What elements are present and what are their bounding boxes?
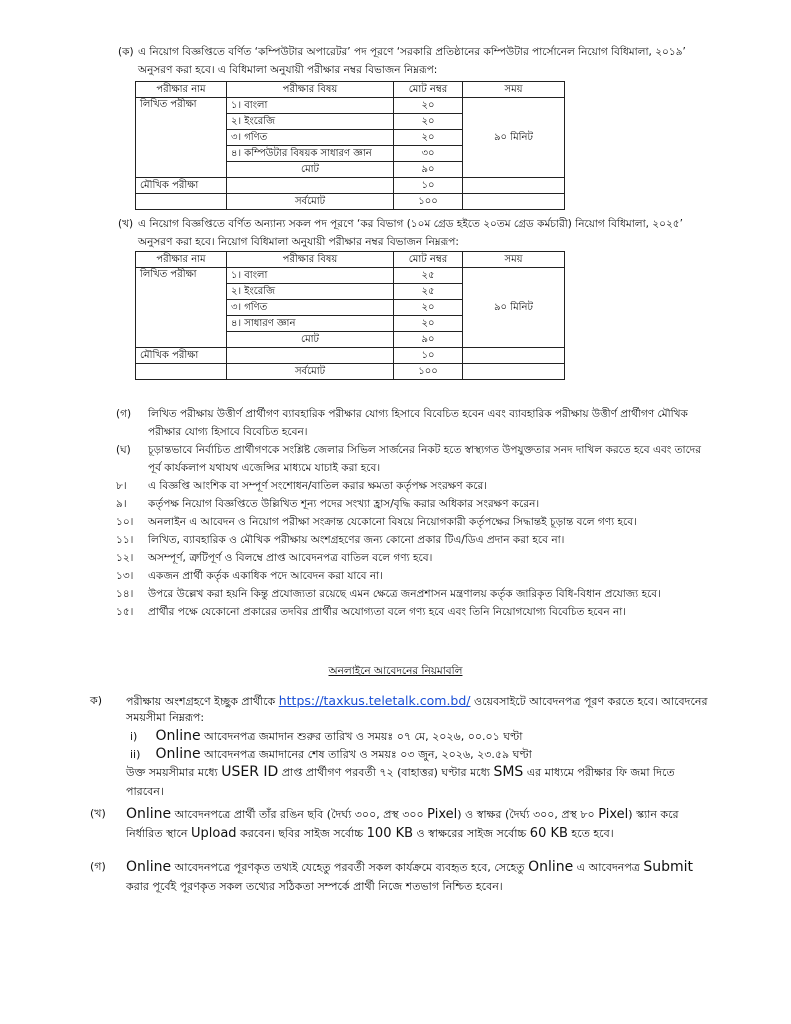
online-i-word: Online (155, 728, 201, 744)
table2-subject: ২। ইংরেজি (227, 284, 394, 300)
online-ii-label: ii) (130, 748, 141, 761)
table1-marks: ২০ (394, 98, 463, 114)
table2-marks: ২০ (394, 316, 463, 332)
table2-grand-total: ১০০ (394, 364, 463, 380)
marks-table-1 (135, 81, 565, 210)
online-ga-a: আবেদনপত্রে পূরণকৃত তথ্যই যেহেতু পরবর্তী সকল কার্যক্রমে ব্যবহৃত হবে, সেহেতু (174, 861, 525, 874)
rule-item (116, 495, 706, 513)
table1-total-label: মোট (227, 162, 394, 178)
online-date-start (130, 728, 522, 745)
rule-item (116, 405, 706, 441)
online-kha-line2b: করবেন। ছবির সাইজ সর্বোচ্চ (240, 827, 364, 840)
table2-subject: ৪। সাধারণ জ্ঞান (227, 316, 394, 332)
online-ga-line2: করার পূর্বেই পূরণকৃত সকল তথ্যের সঠিকতা সম্পর্কে প্রার্থী নিজে শতভাগ নিশ্চিত হবেন। (126, 880, 503, 893)
online-rules-heading: অনলাইনে আবেদনের নিয়মাবলি (328, 665, 463, 677)
table1-subject: ৩। গণিত (227, 130, 394, 146)
table1-header-subject: পরীক্ষার বিষয় (227, 82, 394, 98)
rules-list (116, 405, 706, 621)
online-ii-word: Online (155, 746, 201, 762)
table2-marks: ২০ (394, 300, 463, 316)
table2-header-subject: পরীক্ষার বিষয় (227, 252, 394, 268)
rule-number: ১২। (116, 552, 134, 564)
online-kha-b: ) ও স্বাক্ষর (দৈর্ঘ্য ৩০০, প্রস্থ ৮০ (457, 808, 595, 821)
table1-written-exam: লিখিত পরীক্ষা (136, 98, 227, 178)
table2-written-exam: লিখিত পরীক্ষা (136, 268, 227, 348)
online-note-userid: USER ID (221, 764, 279, 780)
table2-subject: ১। বাংলা (227, 268, 394, 284)
online-kha-pixel1: Pixel (427, 807, 458, 822)
online-note-line2: পারবেন। (126, 785, 164, 798)
online-kha-60kb: 60 KB (529, 826, 568, 841)
rule-text: অনলাইন এ আবেদন ও নিয়োগ পরীক্ষা সংক্রান্ত যেকোনো বিষয়ে নিয়োগকারী কর্তৃপক্ষের সিদ্ধান্তই চূড়ান্ত বলে গণ্য হবে। (148, 516, 637, 528)
online-kha-label: (খ) (90, 807, 106, 820)
online-i-label: i) (130, 730, 138, 743)
rule-text: অসম্পূর্ণ, ত্রুটিপূর্ণ ও বিলম্বে প্রাপ্ত আবেদনপত্র বাতিল বলে গণ্য হবে। (148, 552, 433, 564)
online-i-text: আবেদনপত্র জমাদান শুরুর তারিখ ও সময়ঃ ০৭ মে, ২০২৬, ০০.০১ ঘণ্টা (204, 730, 523, 743)
rule-number: ১৩। (116, 570, 134, 582)
section-ka-label: (ক) (118, 46, 134, 58)
rule-item (116, 441, 706, 477)
rule-text: চূড়ান্তভাবে নির্বাচিত প্রার্থীগণকে সংশ্লিষ্ট জেলার সিভিল সার্জনের নিকট হতে স্বাস্থ্যগত উপযুক্ততার সনদ দাখিল করতে হবে এবং তাদের পূর্ব কার্যকলাপ যথাযথ এজেন্সির মাধ্যমে যাচাই করা হবে। (148, 444, 702, 474)
rule-text: উপরে উল্লেখ করা হয়নি কিন্তু প্রযোজ্যতা রয়েছে এমন ক্ষেত্রে জনপ্রশাসন মন্ত্রণালয় কর্তৃক জারিকৃত বিধি-বিধান প্রযোজ্য হবে। (148, 588, 661, 600)
rule-item (116, 549, 706, 567)
online-note-b: প্রাপ্ত প্রার্থীগণ পরবর্তী ৭২ (বাহাত্তর) ঘণ্টার মধ্যে (281, 766, 490, 779)
online-note-c: এর মাধ্যমে পরীক্ষার ফি জমা দিতে (526, 766, 675, 779)
online-note-line1 (126, 764, 675, 781)
online-ga-submit: Submit (643, 859, 694, 875)
section-kha-label: (খ) (118, 218, 134, 230)
rule-text: একজন প্রার্থী কর্তৃক একাধিক পদে আবেদন করা যাবে না। (148, 570, 383, 582)
online-ka-line1 (126, 692, 710, 710)
section-kha-line2: অনুসরণ করা হবে। নিয়োগ বিধিমালা অনুযায়ী পরীক্ষার নম্বর বিভাজন নিম্নরূপ: (138, 236, 459, 248)
table2-header-marks: মোট নম্বর (394, 252, 463, 268)
rule-text: লিখিত, ব্যাবহারিক ও মৌখিক পরীক্ষায় অংশগ্রহণের জন্য কোনো প্রকার টিএ/ডিএ প্রদান করা হবে না। (148, 534, 565, 546)
online-ka-pre: পরীক্ষায় অংশগ্রহণে ইচ্ছুক প্রার্থীকে (126, 695, 276, 708)
rule-item (116, 585, 706, 603)
rule-text: কর্তৃপক্ষ নিয়োগ বিজ্ঞপ্তিতে উল্লিখিত শূন্য পদের সংখ্যা হ্রাস/বৃদ্ধি করার অধিকার সংরক্ষণ করেন। (148, 498, 540, 510)
rule-item (116, 531, 706, 549)
online-ka-line2: সময়সীমা নিম্নরূপ: (126, 711, 205, 724)
table2-total-label: মোট (227, 332, 394, 348)
table2-total: ৯০ (394, 332, 463, 348)
online-kha-c: ) স্ক্যান করে (628, 808, 679, 821)
online-ga-line1 (126, 858, 693, 877)
table2-viva-marks: ১০ (394, 348, 463, 364)
section-ka-line1: এ নিয়োগ বিজ্ঞপ্তিতে বর্ণিত ‘কম্পিউটার অপারেটর’ পদ পূরণে ‘সরকারি প্রতিষ্ঠানের কম্পিউটার পার্সোনেল নিয়োগ বিধিমালা, ২০১৯’ (138, 46, 686, 58)
table2-header-exam: পরীক্ষার নাম (136, 252, 227, 268)
rule-item (116, 603, 706, 621)
rule-number: (গ) (116, 408, 132, 420)
rule-number: ১০। (116, 516, 134, 528)
table1-marks: ২০ (394, 130, 463, 146)
online-note-a: উক্ত সময়সীমার মধ্যে (126, 766, 218, 779)
online-ka-label: ক) (90, 694, 102, 707)
rule-number: ১৫। (116, 606, 134, 618)
table1-viva-exam: মৌখিক পরীক্ষা (136, 178, 227, 194)
table2-marks: ২৫ (394, 284, 463, 300)
table1-empty-cell (227, 178, 394, 194)
marks-table-2 (135, 251, 565, 380)
rule-text: এ বিজ্ঞপ্তি আংশিক বা সম্পূর্ণ সংশোধন/বাতিল করার ক্ষমতা কর্তৃপক্ষ সংরক্ষণ করে। (148, 480, 488, 492)
online-kha-100kb: 100 KB (366, 826, 414, 841)
table1-grand-total: ১০০ (394, 194, 463, 210)
table1-header-marks: মোট নম্বর (394, 82, 463, 98)
online-kha-line2 (126, 825, 614, 843)
table2-marks: ২৫ (394, 268, 463, 284)
rule-number: ৯। (116, 498, 127, 510)
table1-marks: ৩০ (394, 146, 463, 162)
online-kha-a: আবেদনপত্রে প্রার্থী তাঁর রঙিন ছবি (দৈর্ঘ্য ৩০০, প্রস্থ ৩০০ (174, 808, 424, 821)
table2-empty-cell (463, 364, 565, 380)
table2-empty-cell (136, 364, 227, 380)
table1-marks: ২০ (394, 114, 463, 130)
table2-subject: ৩। গণিত (227, 300, 394, 316)
rule-number: ৮। (116, 480, 127, 492)
rule-item (116, 477, 706, 495)
online-kha-line1 (126, 805, 679, 824)
application-website-link[interactable]: https://taxkus.teletalk.com.bd/ (278, 693, 471, 708)
section-kha-line1: এ নিয়োগ বিজ্ঞপ্তিতে বর্ণিত অন্যান্য সকল পদ পূরণে ‘কর বিভাগ (১০ম গ্রেড হইতে ২০তম গ্রেড কর্মচারী) নিয়োগ বিধিমালা, ২০২৫’ (138, 218, 683, 230)
rule-text: প্রার্থীর পক্ষে যেকোনো প্রকারের তদবির প্রার্থীর অযোগ্যতা বলে গণ্য হবে এবং তিনি নিয়োগযোগ্য বিবেচিত হবেন না। (148, 606, 627, 618)
section-ka-line2: অনুসরণ করা হবে। এ বিধিমালা অনুযায়ী পরীক্ষার নম্বর বিভাজন নিম্নরূপ: (138, 64, 438, 76)
rule-text: লিখিত পরীক্ষায় উত্তীর্ণ প্রার্থীগণ ব্যাবহারিক পরীক্ষার যোগ্য হিসাবে বিবেচিত হবেন এবং ব্যাবহারিক পরীক্ষায় উত্তীর্ণ প্রার্থীগণ মৌখিক পরীক্ষার যোগ্য হিসাবে বিবেচিত হবেন। (148, 408, 688, 438)
online-ga-b: এ আবেদনপত্র (576, 861, 640, 874)
online-kha-line2c: ও স্বাক্ষরের সাইজ সর্বোচ্চ (416, 827, 527, 840)
table2-empty-cell (463, 348, 565, 364)
online-ii-text: আবেদনপত্র জমাদানের শেষ তারিখ ও সময়ঃ ০৩ জুন, ২০২৬, ২৩.৫৯ ঘণ্টা (204, 748, 532, 761)
online-kha-online: Online (126, 806, 172, 822)
table1-viva-marks: ১০ (394, 178, 463, 194)
rule-item (116, 567, 706, 585)
online-date-end (130, 746, 532, 763)
table1-empty-cell (463, 194, 565, 210)
table2-empty-cell (227, 348, 394, 364)
table2-viva-exam: মৌখিক পরীক্ষা (136, 348, 227, 364)
table1-empty-cell (463, 178, 565, 194)
table1-grand-label: সর্বমোট (227, 194, 394, 210)
table1-empty-cell (136, 194, 227, 210)
online-ka-post: ওয়েবসাইটে আবেদনপত্র পূরণ করতে হবে। আবেদনের (474, 695, 708, 708)
table1-subject: ১। বাংলা (227, 98, 394, 114)
table1-subject: ৪। কম্পিউটার বিষয়ক সাধারণ জ্ঞান (227, 146, 394, 162)
online-kha-upload: Upload (190, 826, 237, 841)
rule-item (116, 513, 706, 531)
online-kha-pixel2: Pixel (598, 807, 629, 822)
table2-time: ৯০ মিনিট (463, 268, 565, 348)
online-ga-label: (গ) (90, 860, 106, 873)
table2-header-time: সময় (463, 252, 565, 268)
table1-header-time: সময় (463, 82, 565, 98)
table2-grand-label: সর্বমোট (227, 364, 394, 380)
online-kha-line2a: নির্ধারিত স্থানে (126, 827, 188, 840)
table1-total: ৯০ (394, 162, 463, 178)
rule-number: (ঘ) (116, 444, 131, 456)
online-kha-line2d: হতে হবে। (571, 827, 614, 840)
online-note-sms: SMS (493, 764, 524, 780)
online-ga-online2: Online (528, 859, 574, 875)
rule-number: ১১। (116, 534, 134, 546)
table1-subject: ২। ইংরেজি (227, 114, 394, 130)
table1-time: ৯০ মিনিট (463, 98, 565, 178)
rule-number: ১৪। (116, 588, 134, 600)
table1-header-exam: পরীক্ষার নাম (136, 82, 227, 98)
online-ga-online1: Online (126, 859, 172, 875)
